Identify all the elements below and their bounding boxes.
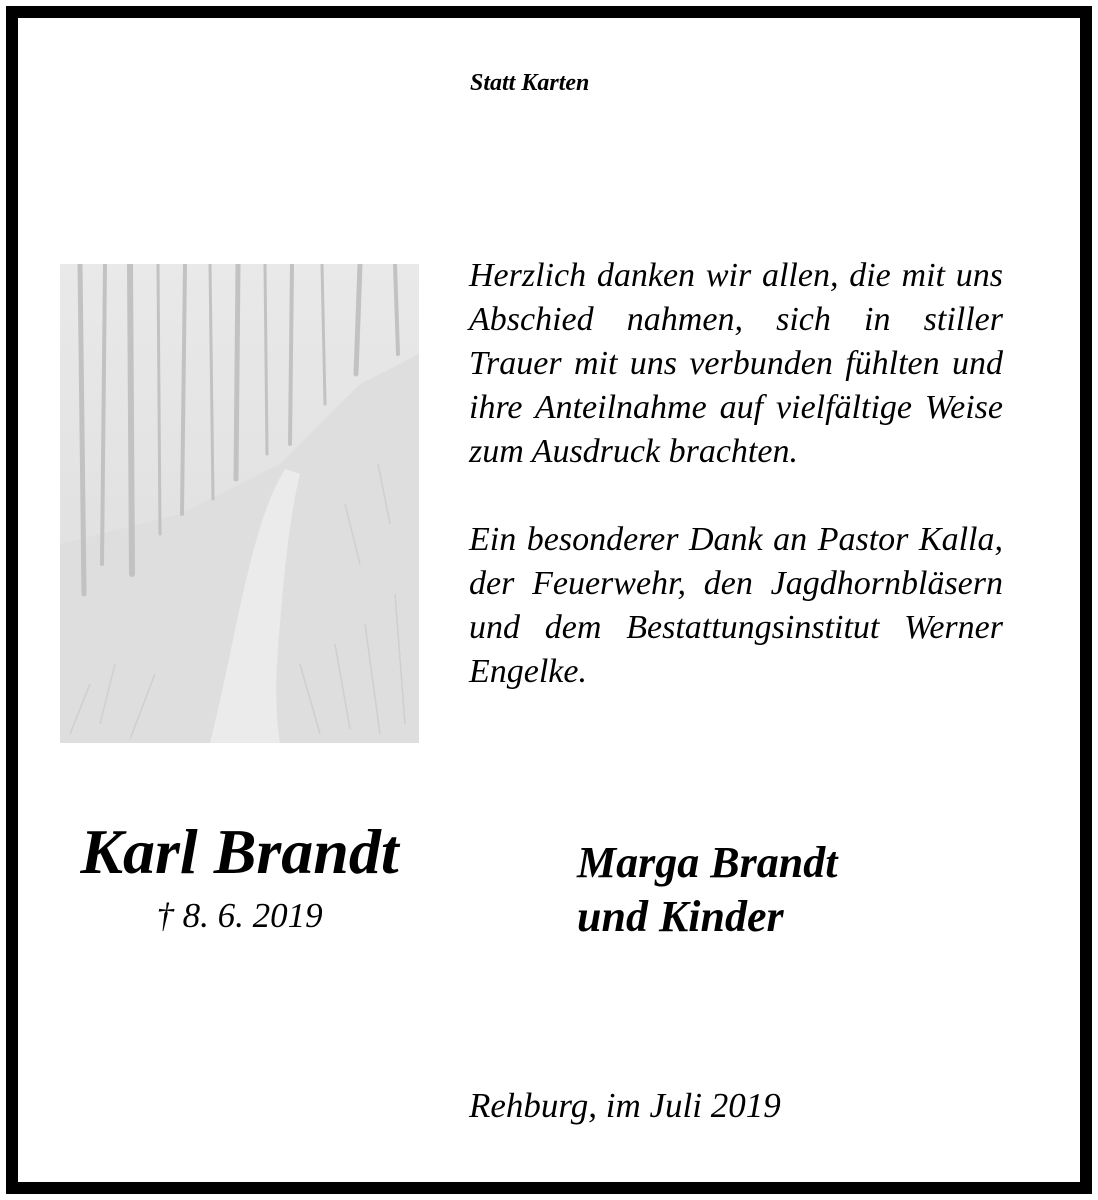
forest-path-image: [60, 264, 419, 743]
message-paragraph-1: Herzlich danken wir allen, die mit uns Abschied nahmen, sich in stiller Trauer mit uns verbunden fühlten und ihre Anteilnahme auf vielfältige Weise zum Ausdruck brachten.: [469, 257, 1003, 470]
deceased-name: Karl Brandt: [80, 816, 399, 887]
family-line-2: und Kinder: [577, 892, 784, 941]
message-paragraph-2: Ein besonderer Dank an Pastor Kalla, der Feuerwehr, den Jagdhornbläsern und dem Bestattungsinstitut Werner Engelke.: [469, 521, 1003, 690]
place-and-date: Rehburg, im Juli 2019: [469, 1086, 781, 1125]
family-line-1: Marga Brandt: [577, 838, 838, 887]
family-signature: [577, 836, 837, 944]
death-date: † 8. 6. 2019: [156, 896, 323, 935]
deceased-block: [60, 818, 419, 938]
header-text: Statt Karten: [470, 70, 590, 96]
thank-you-message: [469, 254, 1003, 694]
